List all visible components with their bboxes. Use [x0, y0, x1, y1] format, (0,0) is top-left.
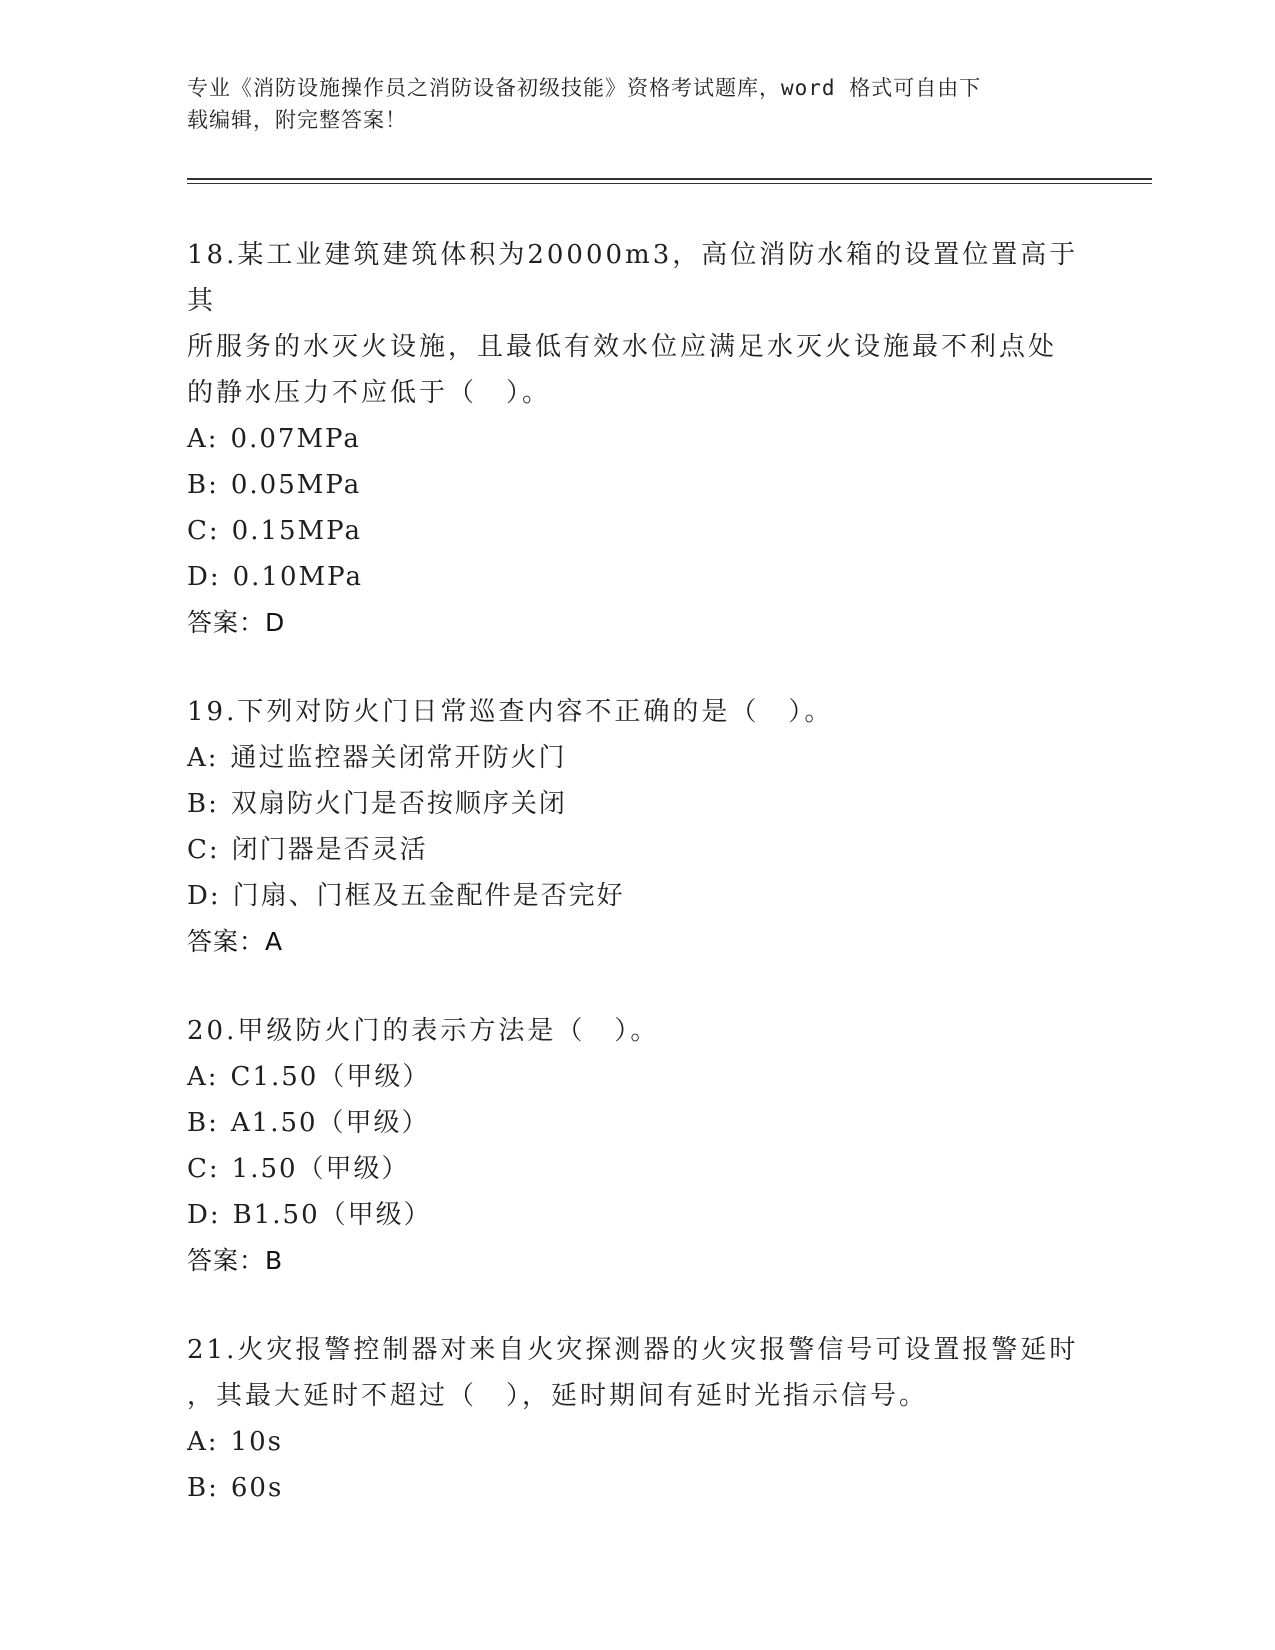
answer-option: [187, 1192, 1087, 1238]
answer-option: [187, 1100, 1087, 1146]
answer-option: [187, 827, 1087, 873]
question-text-line: ，其最大延时不超过（ ），延时期间有延时光指示信号。: [187, 1381, 929, 1411]
question-text-line: 的静水压力不应低于（ ）。: [187, 378, 552, 408]
question-list: [187, 232, 1087, 1554]
question-text-line: 19.下列对防火门日常巡查内容不正确的是（ ）。: [187, 697, 834, 727]
question-text-line: 20.甲级防火门的表示方法是（ ）。: [187, 1016, 660, 1046]
option-text: 0.05MPa: [230, 470, 362, 500]
option-text: C1.50（甲级）: [230, 1062, 431, 1092]
option-letter: A:: [187, 743, 219, 773]
answer-option: [187, 508, 1087, 554]
header-line-1: 专业《消防设施操作员之消防设备初级技能》资格考试题库，word 格式可自由下: [187, 76, 982, 100]
option-text: B1.50（甲级）: [232, 1200, 432, 1230]
answer-option: [187, 1146, 1087, 1192]
option-letter: B:: [187, 1108, 219, 1138]
option-letter: A:: [187, 424, 219, 454]
answer-option: [187, 735, 1087, 781]
option-text: 0.10MPa: [232, 562, 363, 592]
option-letter: D:: [187, 881, 221, 911]
question-block: [187, 1327, 1087, 1511]
option-letter: B:: [187, 1473, 219, 1503]
option-letter: C:: [187, 516, 220, 546]
option-text: 60s: [230, 1473, 284, 1503]
document-header: [187, 72, 1087, 136]
answer-option: [187, 873, 1087, 919]
answer-key: 答案：B: [187, 1246, 284, 1275]
answer-option: [187, 416, 1087, 462]
option-letter: B:: [187, 789, 219, 819]
question-text-line: 21.火灾报警控制器对来自火灾探测器的火灾报警信号可设置报警延时: [187, 1335, 1079, 1365]
answer-option: [187, 554, 1087, 600]
question-block: [187, 232, 1087, 646]
option-text: A1.50（甲级）: [230, 1108, 430, 1138]
option-letter: C:: [187, 1154, 220, 1184]
option-text: 门扇、门框及五金配件是否完好: [232, 881, 625, 911]
question-block: [187, 689, 1087, 965]
answer-key: 答案：D: [187, 608, 286, 637]
option-letter: B:: [187, 470, 219, 500]
header-line-2: 载编辑，附完整答案！: [187, 108, 407, 132]
option-letter: C:: [187, 835, 220, 865]
option-text: 通过监控器关闭常开防火门: [230, 743, 567, 773]
option-text: 0.07MPa: [230, 424, 361, 454]
question-text-line: 所服务的水灭火设施，且最低有效水位应满足水灭火设施最不利点处: [187, 332, 1058, 362]
question-block: [187, 1008, 1087, 1284]
answer-option: [187, 1465, 1087, 1511]
option-text: 1.50（甲级）: [231, 1154, 410, 1184]
option-letter: A:: [187, 1427, 219, 1457]
answer-option: [187, 781, 1087, 827]
option-text: 0.15MPa: [231, 516, 362, 546]
answer-option: [187, 1054, 1087, 1100]
option-text: 10s: [230, 1427, 283, 1457]
option-letter: D:: [187, 1200, 221, 1230]
option-letter: A:: [187, 1062, 219, 1092]
header-divider: [187, 178, 1152, 184]
answer-option: [187, 1419, 1087, 1465]
answer-key: 答案：A: [187, 927, 284, 956]
question-text-line: 18.某工业建筑建筑体积为20000m3，高位消防水箱的设置位置高于其: [187, 240, 1079, 316]
option-letter: D:: [187, 562, 221, 592]
option-text: 双扇防火门是否按顺序关闭: [230, 789, 567, 819]
answer-option: [187, 462, 1087, 508]
option-text: 闭门器是否灵活: [231, 835, 428, 865]
